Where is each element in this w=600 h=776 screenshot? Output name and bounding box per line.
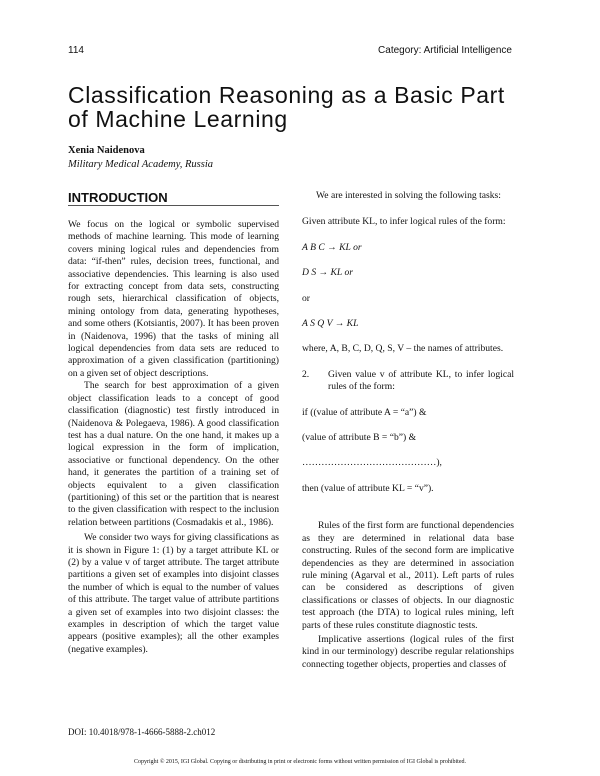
body-paragraph: Rules of the first form are functional dependencies as they are determined in relational data base constructing. Rules of the second form are implicative dependencies as they are determined in association rule mining (Agarval et al., 2011). Left parts of rules can be considered as descriptions of given classifications or classes of objects. In our diagnostic test approach (the DTA) to logical rules mining, left parts of these rules constitute diagnostic tests. <box>302 520 514 631</box>
left-column <box>68 219 279 656</box>
task-2-number: 2. <box>302 368 310 380</box>
body-paragraph: Implicative assertions (logical rules of the first kind in our terminology) describe regular relationships connecting together objects, properties and classes of <box>302 633 514 670</box>
category-label: Category: Artificial Intelligence <box>378 45 512 56</box>
attribute-note: where, A, B, C, D, Q, S, V – the names of attributes. <box>302 343 504 355</box>
doi-line: DOI: 10.4018/978-1-4666-5888-2.ch012 <box>68 727 216 737</box>
formula-1: A B C → KL or <box>302 241 362 253</box>
rule-and-line: (value of attribute B = “b”) & <box>302 432 417 444</box>
section-heading: INTRODUCTION <box>68 190 168 205</box>
page-number: 114 <box>68 45 84 56</box>
author-affiliation: Military Medical Academy, Russia <box>68 159 214 170</box>
intro-paragraph: The search for best approximation of a given object classification leads to a concept of good classification (diagnostic) test firstly introduced in (Naidenova & Polegaeva, 1986). A good classification test has a dual nature. On the one hand, it makes up a logical expression in the form of implication, associative or functional dependency. On the other hand, it generates the partition of a training set of objects equivalent to a given classification (partitioning) of this set or the partition that is nearest to the given classification with respect to the inclusion relation between partitions (Cosmadakis et al., 1986). <box>68 380 279 528</box>
article-title: Classification Reasoning as a Basic Part of Machine Learning <box>68 82 505 132</box>
formula-2: D S → KL or <box>302 267 354 279</box>
rule-if-line: if ((value of attribute A = “a”) & <box>302 406 427 418</box>
author-name: Xenia Naidenova <box>68 145 145 156</box>
task-1: Given attribute KL, to infer logical rules of the form: <box>302 216 506 228</box>
intro-paragraph: We focus on the logical or symbolic supervised methods of machine learning. This mode of learning covers mining logical rules and dependencies from data: “if-then” rules, decision trees, functional, and associative dependencies. This learning is also used for extracting concept from data sets, constructing rough sets, hierarchical classification of objects, mining ontology from data, generating hypotheses, and some others (Kotsiantis, 2007). It has been proven in (Naidenova, 1996) that the tasks of mining all logical dependencies from data sets are reduced to approximation of a given classification (partitioning) on a given set of object descriptions. <box>68 219 279 379</box>
right-column <box>302 190 514 671</box>
task-2-text: Given value v of attribute KL, to infer logical rules of the form: <box>328 368 514 393</box>
heading-rule <box>68 205 279 206</box>
task-2 <box>302 369 514 394</box>
tasks-intro: We are interested in solving the following tasks: <box>316 190 501 201</box>
intro-paragraph: We consider two ways for giving classifications as it is shown in Figure 1: (1) by a target attribute KL or (2) by a value v of target attribute. The target attribute partitions a given set of examples into disjoint classes the number of which is equal to the number of values of this attribute. The target value of attribute partitions a given set of examples into two disjoint classes: the examples in description of which the target value appears (positive examples); all the other examples (negative examples). <box>68 532 279 655</box>
rule-dots-line: ……………………………………), <box>302 457 442 469</box>
copyright-notice: Copyright © 2015, IGI Global. Copying or distributing in print or electronic forms without written permission of IGI Global is prohibited. <box>133 759 466 765</box>
formula-3: A S Q V → KL <box>302 318 359 330</box>
rule-then-line: then (value of attribute KL = “v”). <box>302 482 434 494</box>
or-connector: or <box>302 292 310 304</box>
